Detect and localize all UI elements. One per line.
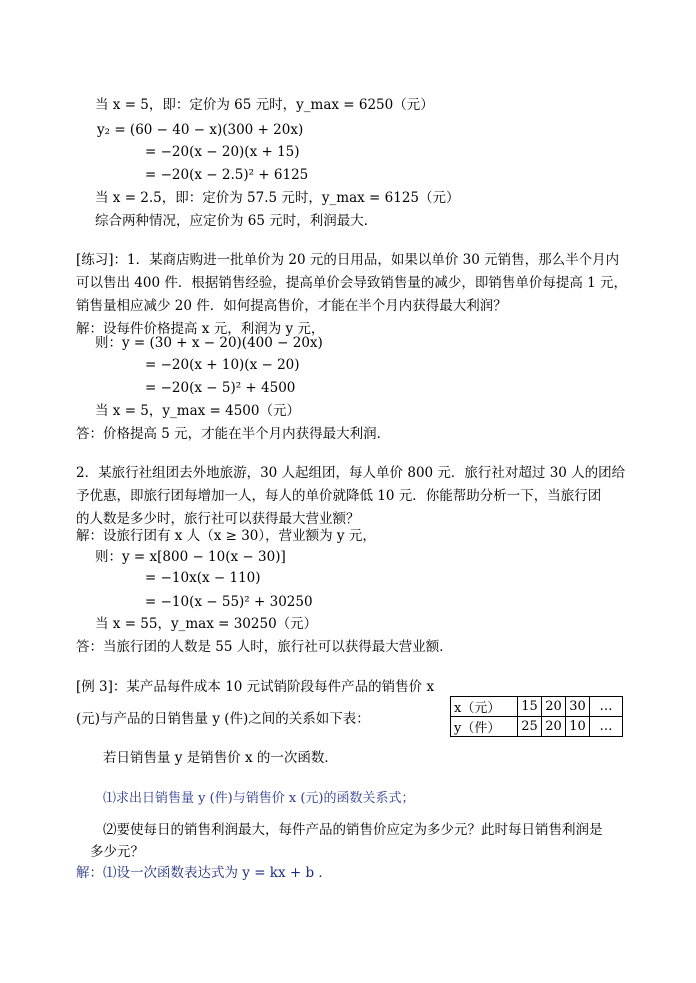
example3-line2: (元)与产品的日销售量 y (件)之间的关系如下表： <box>76 711 370 727</box>
exercise1-line1: [练习]：1．某商店购进一批单价为 20 元的日用品，如果以单价 30 元销售，那么半个月内 <box>76 252 620 268</box>
table-cell: 20 <box>542 717 566 737</box>
exercise2-step-1: = −10x(x − 110) <box>145 570 261 586</box>
table-cell: … <box>590 717 623 737</box>
exercise1-solution-setup: 解：设每件价格提高 x 元，利润为 y 元， <box>76 321 325 337</box>
table-cell: x（元） <box>451 697 518 717</box>
table-cell: … <box>590 697 623 717</box>
exercise1-line3: 销售量相应减少 20 件．如何提高售价，才能在半个月内获得最大利润？ <box>76 298 507 314</box>
y2-step-2: = −20(x − 2.5)² + 6125 <box>145 167 309 183</box>
exercise2-solution-setup: 解：设旅行团有 x 人（x ≥ 30），营业额为 y 元， <box>76 528 376 544</box>
table-cell: 30 <box>566 697 590 717</box>
exercise1-step-2: = −20(x − 5)² + 4500 <box>145 380 296 396</box>
case2-max-line: 当 x = 2.5，即：定价为 57.5 元时，y_max = 6125（元） <box>95 190 460 206</box>
exercise2-formula: 则：y = x[800 − 10(x − 30)] <box>95 549 286 565</box>
exercise2-line3: 的人数是多少时，旅行社可以获得最大营业额？ <box>76 511 360 527</box>
exercise1-formula: 则：y = (30 + x − 20)(400 − 20x) <box>95 335 323 351</box>
exercise1-answer: 答：价格提高 5 元，才能在半个月内获得最大利润． <box>76 426 391 442</box>
exercise2-line1: 2．某旅行社组团去外地旅游，30 人起组团，每人单价 800 元．旅行社对超过 30 人的团给 <box>76 465 626 481</box>
table-cell: 15 <box>518 697 542 717</box>
table-cell: 20 <box>542 697 566 717</box>
exercise2-answer: 答：当旅行团的人数是 55 人时，旅行社可以获得最大营业额． <box>76 639 453 655</box>
exercise1-step-1: = −20(x + 10)(x − 20) <box>145 357 300 373</box>
exercise2-line2: 予优惠，即旅行团每增加一人，每人的单价就降低 10 元．你能帮助分析一下，当旅行团 <box>76 488 602 504</box>
example3-line1: [例 3]：某产品每件成本 10 元试销阶段每件产品的销售价 x <box>76 679 435 695</box>
table-cell: 10 <box>566 717 590 737</box>
table-cell: 25 <box>518 717 542 737</box>
exercise2-step-2: = −10(x − 55)² + 30250 <box>145 594 313 610</box>
conclusion-line: 综合两种情况，应定价为 65 元时，利润最大． <box>95 213 378 229</box>
example3-question-1: ⑴求出日销售量 y (件)与销售价 x (元)的函数关系式； <box>103 791 415 806</box>
example3-question-2-line2: 多少元？ <box>90 844 144 860</box>
y2-formula: y₂ = (60 − 40 − x)(300 + 20x) <box>97 122 304 138</box>
exercise2-max: 当 x = 55，y_max = 30250（元） <box>95 616 318 632</box>
case1-max-line: 当 x = 5，即：定价为 65 元时，y_max = 6250（元） <box>95 97 434 113</box>
example3-question-2-line1: ⑵要使每日的销售利润最大，每件产品的销售价应定为多少元？此时每日销售利润是 <box>103 822 603 838</box>
exercise1-line2: 可以售出 400 件．根据销售经验，提高单价会导致销售量的减少，即销售单价每提高 1 元， <box>76 275 628 291</box>
table-row <box>451 717 623 737</box>
y2-step-1: = −20(x − 20)(x + 15) <box>145 144 300 160</box>
example3-assumption: 若日销售量 y 是销售价 x 的一次函数． <box>103 750 338 766</box>
example3-solution-start: 解：⑴设一次函数表达式为 y = kx + b ． <box>76 865 332 881</box>
price-sales-table <box>450 696 623 737</box>
table-cell: y（件） <box>451 717 518 737</box>
exercise1-max: 当 x = 5，y_max = 4500（元） <box>95 403 300 419</box>
table-row <box>451 697 623 717</box>
